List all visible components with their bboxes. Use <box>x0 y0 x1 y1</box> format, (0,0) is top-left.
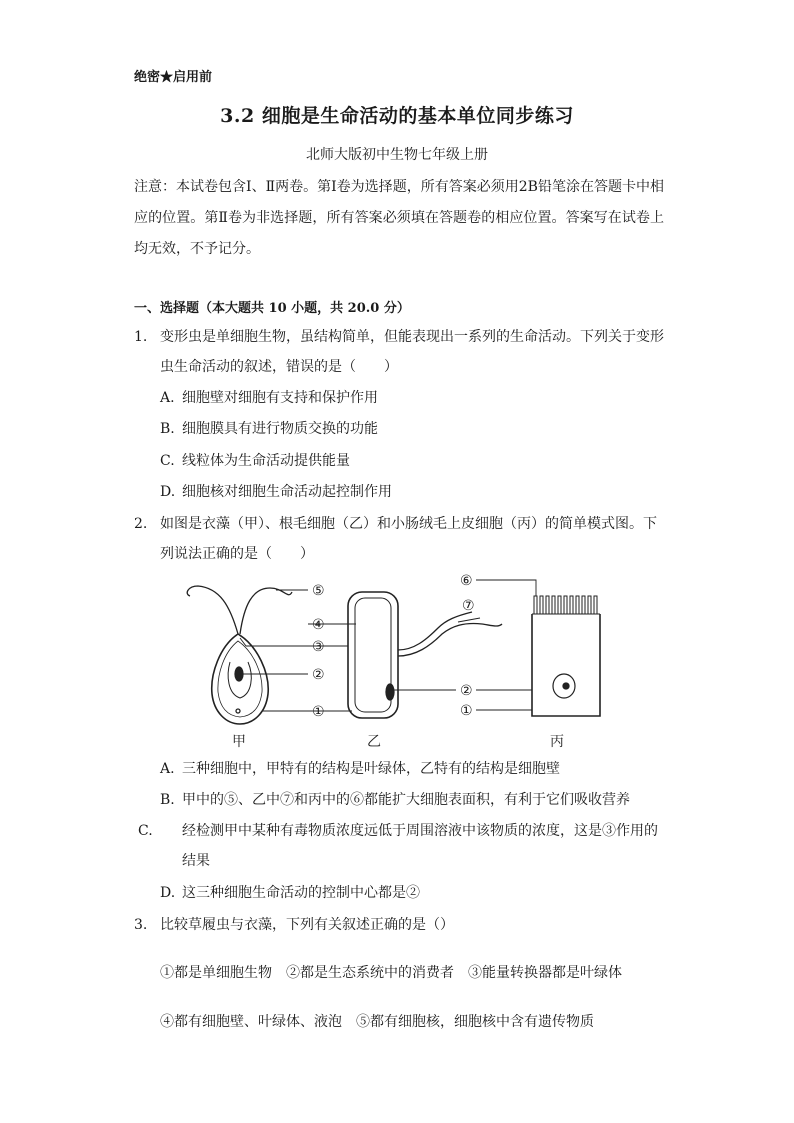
epithelial-cell <box>532 596 600 716</box>
option-letter: D. <box>160 885 176 901</box>
cell-diagram <box>180 566 620 754</box>
question-1 <box>134 322 664 382</box>
root-hair-cell <box>348 592 502 718</box>
q1-option-b[interactable] <box>160 414 664 444</box>
figure-label-3: ③ <box>312 639 325 655</box>
question-number: 3. <box>134 917 148 933</box>
option-text: 甲中的⑤、乙中⑦和丙中的⑥都能扩大细胞表面积，有利于它们吸收营养 <box>182 792 630 808</box>
option-text: 三种细胞中，甲特有的结构是叶绿体，乙特有的结构是细胞壁 <box>182 761 560 777</box>
q2-option-c[interactable] <box>138 816 664 876</box>
figure-caption-jia: 甲 <box>232 734 246 750</box>
q1-option-c[interactable] <box>160 446 664 476</box>
q3-statements-line-1: ①都是单细胞生物 ②都是生态系统中的消费者 ③能量转换器都是叶绿体 <box>160 965 622 981</box>
question-text: 比较草履虫与衣藻，下列有关叙述正确的是（） <box>160 917 454 933</box>
figure-label-4: ④ <box>312 617 325 633</box>
figure-label-2b: ② <box>460 683 473 699</box>
q2-option-b[interactable] <box>160 785 664 815</box>
figure-label-1b: ① <box>460 703 473 719</box>
question-text: 变形虫是单细胞生物，虽结构简单，但能表现出一系列的生命活动。下列关于变形虫生命活动的叙述，错误的是（ ） <box>160 329 664 375</box>
q1-option-d[interactable] <box>160 477 664 507</box>
figure-label-2: ② <box>312 667 325 683</box>
option-text: 细胞膜具有进行物质交换的功能 <box>182 421 378 437</box>
option-text: 细胞核对细胞生命活动起控制作用 <box>182 484 392 500</box>
chlamydomonas-cell <box>187 586 292 724</box>
question-3 <box>134 910 664 940</box>
option-letter: C. <box>160 453 175 469</box>
figure-label-5: ⑤ <box>312 583 325 599</box>
q1-option-a[interactable] <box>160 383 664 413</box>
option-text: 细胞壁对细胞有支持和保护作用 <box>182 390 378 406</box>
page-subtitle: 北师大版初中生物七年级上册 <box>306 147 488 163</box>
q3-statements-line-2: ④都有细胞壁、叶绿体、液泡 ⑤都有细胞核，细胞核中含有遗传物质 <box>160 1014 594 1030</box>
option-text: 经检测甲中某种有毒物质浓度远低于周围溶液中该物质的浓度，这是③作用的结果 <box>182 823 658 869</box>
q2-option-a[interactable] <box>160 754 664 784</box>
figure-label-7: ⑦ <box>462 598 475 614</box>
question-number: 1. <box>134 329 148 345</box>
exam-notice: 注意：本试卷包含Ⅰ、Ⅱ两卷。第Ⅰ卷为选择题，所有答案必须用2B铅笔涂在答题卡中相应的位置。第Ⅱ卷为非选择题，所有答案必须填在答题卷的相应位置。答案写在试卷上均无效，不予记分。 <box>134 179 664 257</box>
question-text: 如图是衣藻（甲）、根毛细胞（乙）和小肠绒毛上皮细胞（丙）的简单模式图。下列说法正确的是（ ） <box>160 516 657 562</box>
figure-caption-yi: 乙 <box>367 734 381 750</box>
secret-label: 绝密★启用前 <box>134 70 213 85</box>
option-letter: C. <box>138 823 153 839</box>
figure-caption-bing: 丙 <box>550 734 564 750</box>
option-text: 这三种细胞生命活动的控制中心都是② <box>182 885 420 901</box>
section-title: 一、选择题（本大题共 10 小题，共 20.0 分） <box>134 301 410 316</box>
figure-label-6: ⑥ <box>460 573 473 589</box>
question-2 <box>134 509 664 569</box>
figure-label-1: ① <box>312 704 325 720</box>
option-letter: A. <box>160 761 175 777</box>
q2-option-d[interactable] <box>160 878 664 908</box>
option-text: 线粒体为生命活动提供能量 <box>182 453 350 469</box>
option-letter: B. <box>160 792 175 808</box>
option-letter: D. <box>160 484 176 500</box>
option-letter: B. <box>160 421 175 437</box>
question-number: 2. <box>134 516 148 532</box>
option-letter: A. <box>160 390 175 406</box>
page-title: 3.2 细胞是生命活动的基本单位同步练习 <box>220 105 574 127</box>
